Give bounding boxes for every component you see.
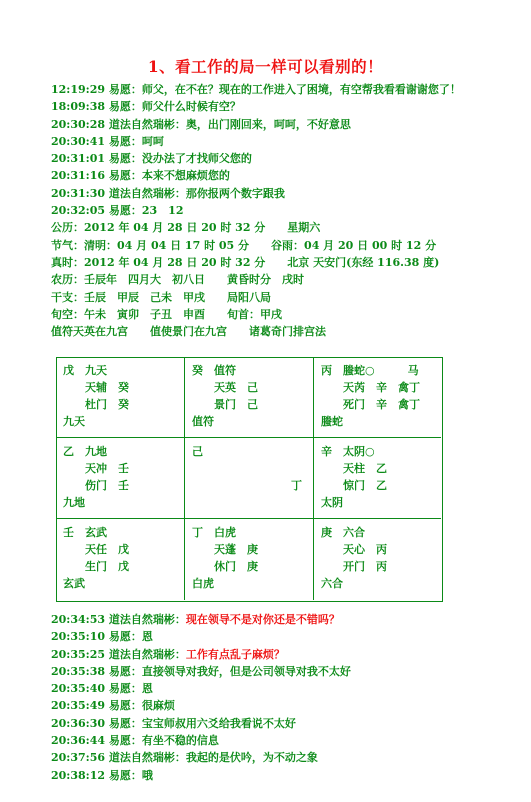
palace-line: 玄武	[63, 577, 85, 590]
palace-line: 天心 丙	[321, 543, 387, 556]
chat-line	[51, 767, 481, 784]
chat-line	[51, 697, 481, 714]
palace-line: 伤门 壬	[63, 479, 129, 492]
chat-speaker: 20:34:53 道法自然瑞彬：	[51, 613, 186, 626]
chat-line	[51, 611, 481, 628]
palace-line: 天柱 乙	[321, 462, 387, 475]
chat-line	[51, 646, 481, 663]
chat-speaker: 20:35:40 易愿：	[51, 682, 142, 696]
chat-message: 恩	[141, 682, 153, 696]
chat-line: 20:31:30 道法自然瑞彬：那你报两个数字跟我	[51, 186, 285, 200]
palace-line: 生门 戊	[63, 560, 129, 573]
chat-line	[51, 715, 481, 732]
calendar-line: 旬空：午未 寅卯 子丑 申酉 旬首：甲戌	[51, 307, 282, 321]
palace-line: 休门 庚	[192, 560, 258, 573]
chat-message: 我起的是伏吟，为不动之象	[185, 751, 318, 765]
chat-message: 现在领导不是对你还是不错吗？	[185, 613, 340, 626]
palace-line: 丁	[192, 479, 302, 492]
palace-line: 开门 丙	[321, 560, 387, 573]
chat-speaker: 20:37:56 道法自然瑞彬：	[51, 751, 186, 765]
chat-message: 恩	[141, 630, 153, 644]
palace-line: 戊 九天	[63, 364, 107, 377]
chat-speaker: 20:35:38 易愿：	[51, 664, 142, 678]
palace-line: 己	[192, 445, 203, 458]
chat-line: 12:19:29 易愿：师父，在不在？现在的工作进入了困境，有空帮我看看谢谢您了！	[51, 83, 461, 96]
chat-message: 很麻烦	[141, 699, 175, 713]
palace-line: 太阴	[321, 496, 343, 509]
page-title: 1、看工作的局一样可以看别的！	[147, 57, 384, 76]
palace-line: 丙 螣蛇○ 马	[321, 364, 419, 377]
chat-speaker: 20:36:30 易愿：	[51, 716, 142, 730]
calendar-line: 农历：壬辰年 四月大 初八日 黄昏时分 戌时	[51, 273, 304, 287]
palace-line: 辛 太阴○	[321, 445, 375, 458]
chat-log-header	[51, 81, 481, 340]
palace-line: 惊门 乙	[321, 479, 387, 492]
calendar-line: 公历：2012 年 04 月 28 日 20 时 32 分 星期六	[51, 221, 321, 235]
palace-cell	[186, 358, 315, 439]
chat-line: 20:30:41 易愿：呵呵	[51, 134, 164, 148]
palace-cell-center	[186, 439, 315, 520]
chat-line	[51, 680, 481, 697]
palace-line: 天辅 癸	[63, 381, 129, 394]
palace-line: 白虎	[192, 577, 214, 590]
calendar-line: 节气：清明：04 月 04 日 17 时 05 分 谷雨：04 月 20 日 00 时 12 分	[51, 238, 437, 252]
chat-speaker: 20:36:44 易愿：	[51, 734, 142, 748]
palace-line: 壬 玄武	[63, 526, 107, 539]
chat-log-footer	[51, 611, 481, 784]
palace-line: 景门 己	[192, 398, 258, 411]
palace-line: 天蓬 庚	[192, 543, 258, 556]
palace-line: 六合	[321, 577, 343, 590]
calendar-line: 干支：壬辰 甲辰 己未 甲戌 局阳八局	[51, 290, 271, 304]
chat-line	[51, 663, 481, 680]
chat-line	[51, 749, 481, 766]
chat-speaker: 20:35:25 道法自然瑞彬：	[51, 647, 186, 661]
palace-line: 螣蛇	[321, 415, 343, 428]
palace-line: 九天	[63, 415, 85, 428]
chat-line: 20:30:28 道法自然瑞彬：奥，出门刚回来，呵呵，不好意思	[51, 117, 351, 131]
palace-line: 天冲 壬	[63, 462, 129, 475]
palace-cell	[57, 520, 186, 601]
palace-line: 庚 六合	[321, 526, 365, 539]
palace-cell	[57, 358, 186, 439]
chat-line: 20:32:05 易愿：23 12	[51, 204, 184, 218]
chat-message: 工作有点乱子麻烦？	[185, 647, 285, 661]
chat-line: 20:31:16 易愿：本来不想麻烦您的	[51, 169, 230, 183]
palace-line: 乙 九地	[63, 445, 107, 458]
palace-line: 杜门 癸	[63, 398, 129, 411]
chat-speaker: 20:35:10 易愿：	[51, 630, 142, 644]
qimen-chart-grid	[56, 357, 443, 602]
palace-line: 天芮 辛 禽丁	[321, 381, 420, 394]
chat-message: 宝宝师叔用六爻给我看说不太好	[141, 716, 296, 730]
palace-line: 天任 戊	[63, 543, 129, 556]
chat-message: 有坐不稳的信息	[141, 734, 219, 748]
palace-line: 丁 白虎	[192, 526, 236, 539]
palace-line: 值符	[192, 415, 214, 428]
chat-line	[51, 732, 481, 749]
palace-cell	[57, 439, 186, 520]
palace-line: 天英 己	[192, 381, 258, 394]
chat-line: 18:09:38 易愿：师父什么时候有空？	[51, 100, 241, 114]
palace-cell	[315, 520, 444, 601]
palace-cell	[315, 439, 444, 520]
calendar-line: 值符天英在九宫 值使景门在九宫 诸葛奇门排宫法	[51, 325, 326, 339]
palace-line: 死门 辛 禽丁	[321, 398, 420, 411]
chat-speaker: 20:35:49 易愿：	[51, 699, 142, 713]
chat-line	[51, 628, 481, 645]
chat-speaker: 20:38:12 易愿：	[51, 768, 142, 782]
palace-line: 癸 值符	[192, 364, 236, 377]
chat-line: 20:31:01 易愿：没办法了才找师父您的	[51, 152, 252, 166]
chat-message: 直接领导对我好，但是公司领导对我不太好	[141, 664, 351, 678]
calendar-line: 真时：2012 年 04 月 28 日 20 时 32 分 北京 天安门(东经 116.38 度)	[51, 255, 440, 269]
palace-cell	[186, 520, 315, 601]
chat-message: 哦	[141, 768, 153, 782]
palace-cell	[315, 358, 444, 439]
palace-line: 九地	[63, 496, 85, 509]
